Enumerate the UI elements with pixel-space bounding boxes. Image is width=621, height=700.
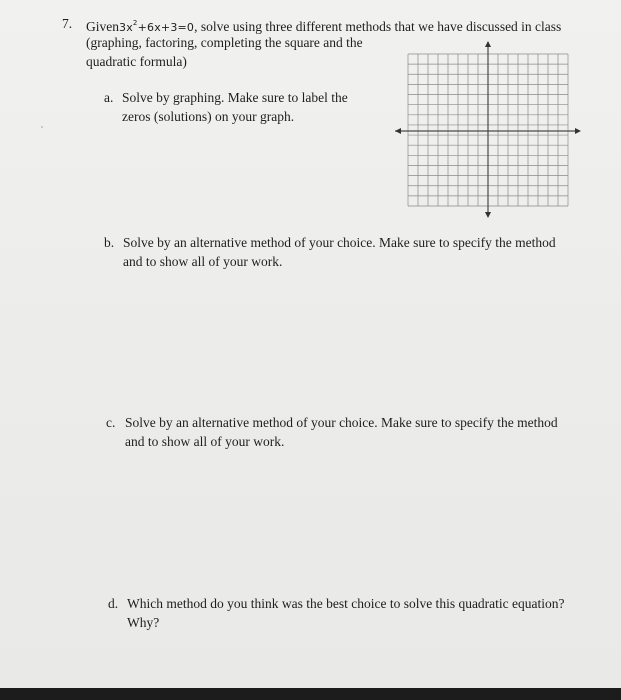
part-c-label: c. xyxy=(106,415,116,430)
part-b-line-1: Solve by an alternative method of your choice. Make sure to specify the method xyxy=(123,235,556,250)
part-a-line-2: zeros (solutions) on your graph. xyxy=(122,109,295,124)
paper-speck xyxy=(41,126,43,128)
quadratic-equation: $3x^2+6x+3=0$ xyxy=(119,19,195,34)
equation-lead: 3 xyxy=(119,21,127,34)
bottom-edge xyxy=(0,688,621,700)
question-number: 7. xyxy=(62,16,73,31)
part-c-line-1: Solve by an alternative method of your choice. Make sure to specify the method xyxy=(125,415,558,430)
part-a-line-1: Solve by graphing. Make sure to label the xyxy=(122,90,348,105)
part-d-line-2: Why? xyxy=(127,615,160,630)
part-c-line-2: and to show all of your work. xyxy=(125,434,285,449)
question-text-line-3: quadratic formula) xyxy=(86,54,187,69)
part-b-line-2: and to show all of your work. xyxy=(123,254,283,269)
part-d-label: d. xyxy=(108,596,119,611)
arrow-right-icon xyxy=(575,128,581,134)
equation-exponent: 2 xyxy=(132,19,138,27)
question-text-line-2: (graphing, factoring, completing the square and the xyxy=(86,35,363,50)
equation-rest: +6x+3=0 xyxy=(137,21,195,34)
arrow-up-icon xyxy=(485,41,491,47)
coordinate-grid xyxy=(395,40,585,220)
part-d-line-1: Which method do you think was the best choice to solve this quadratic equation? xyxy=(127,596,565,611)
part-a-label: a. xyxy=(104,90,114,105)
question-line1-rest: , solve using three different methods that we have discussed in class xyxy=(194,19,562,34)
question-prefix: Given xyxy=(86,19,119,34)
part-b-label: b. xyxy=(104,235,115,250)
arrow-down-icon xyxy=(485,212,491,218)
arrow-left-icon xyxy=(395,128,401,134)
